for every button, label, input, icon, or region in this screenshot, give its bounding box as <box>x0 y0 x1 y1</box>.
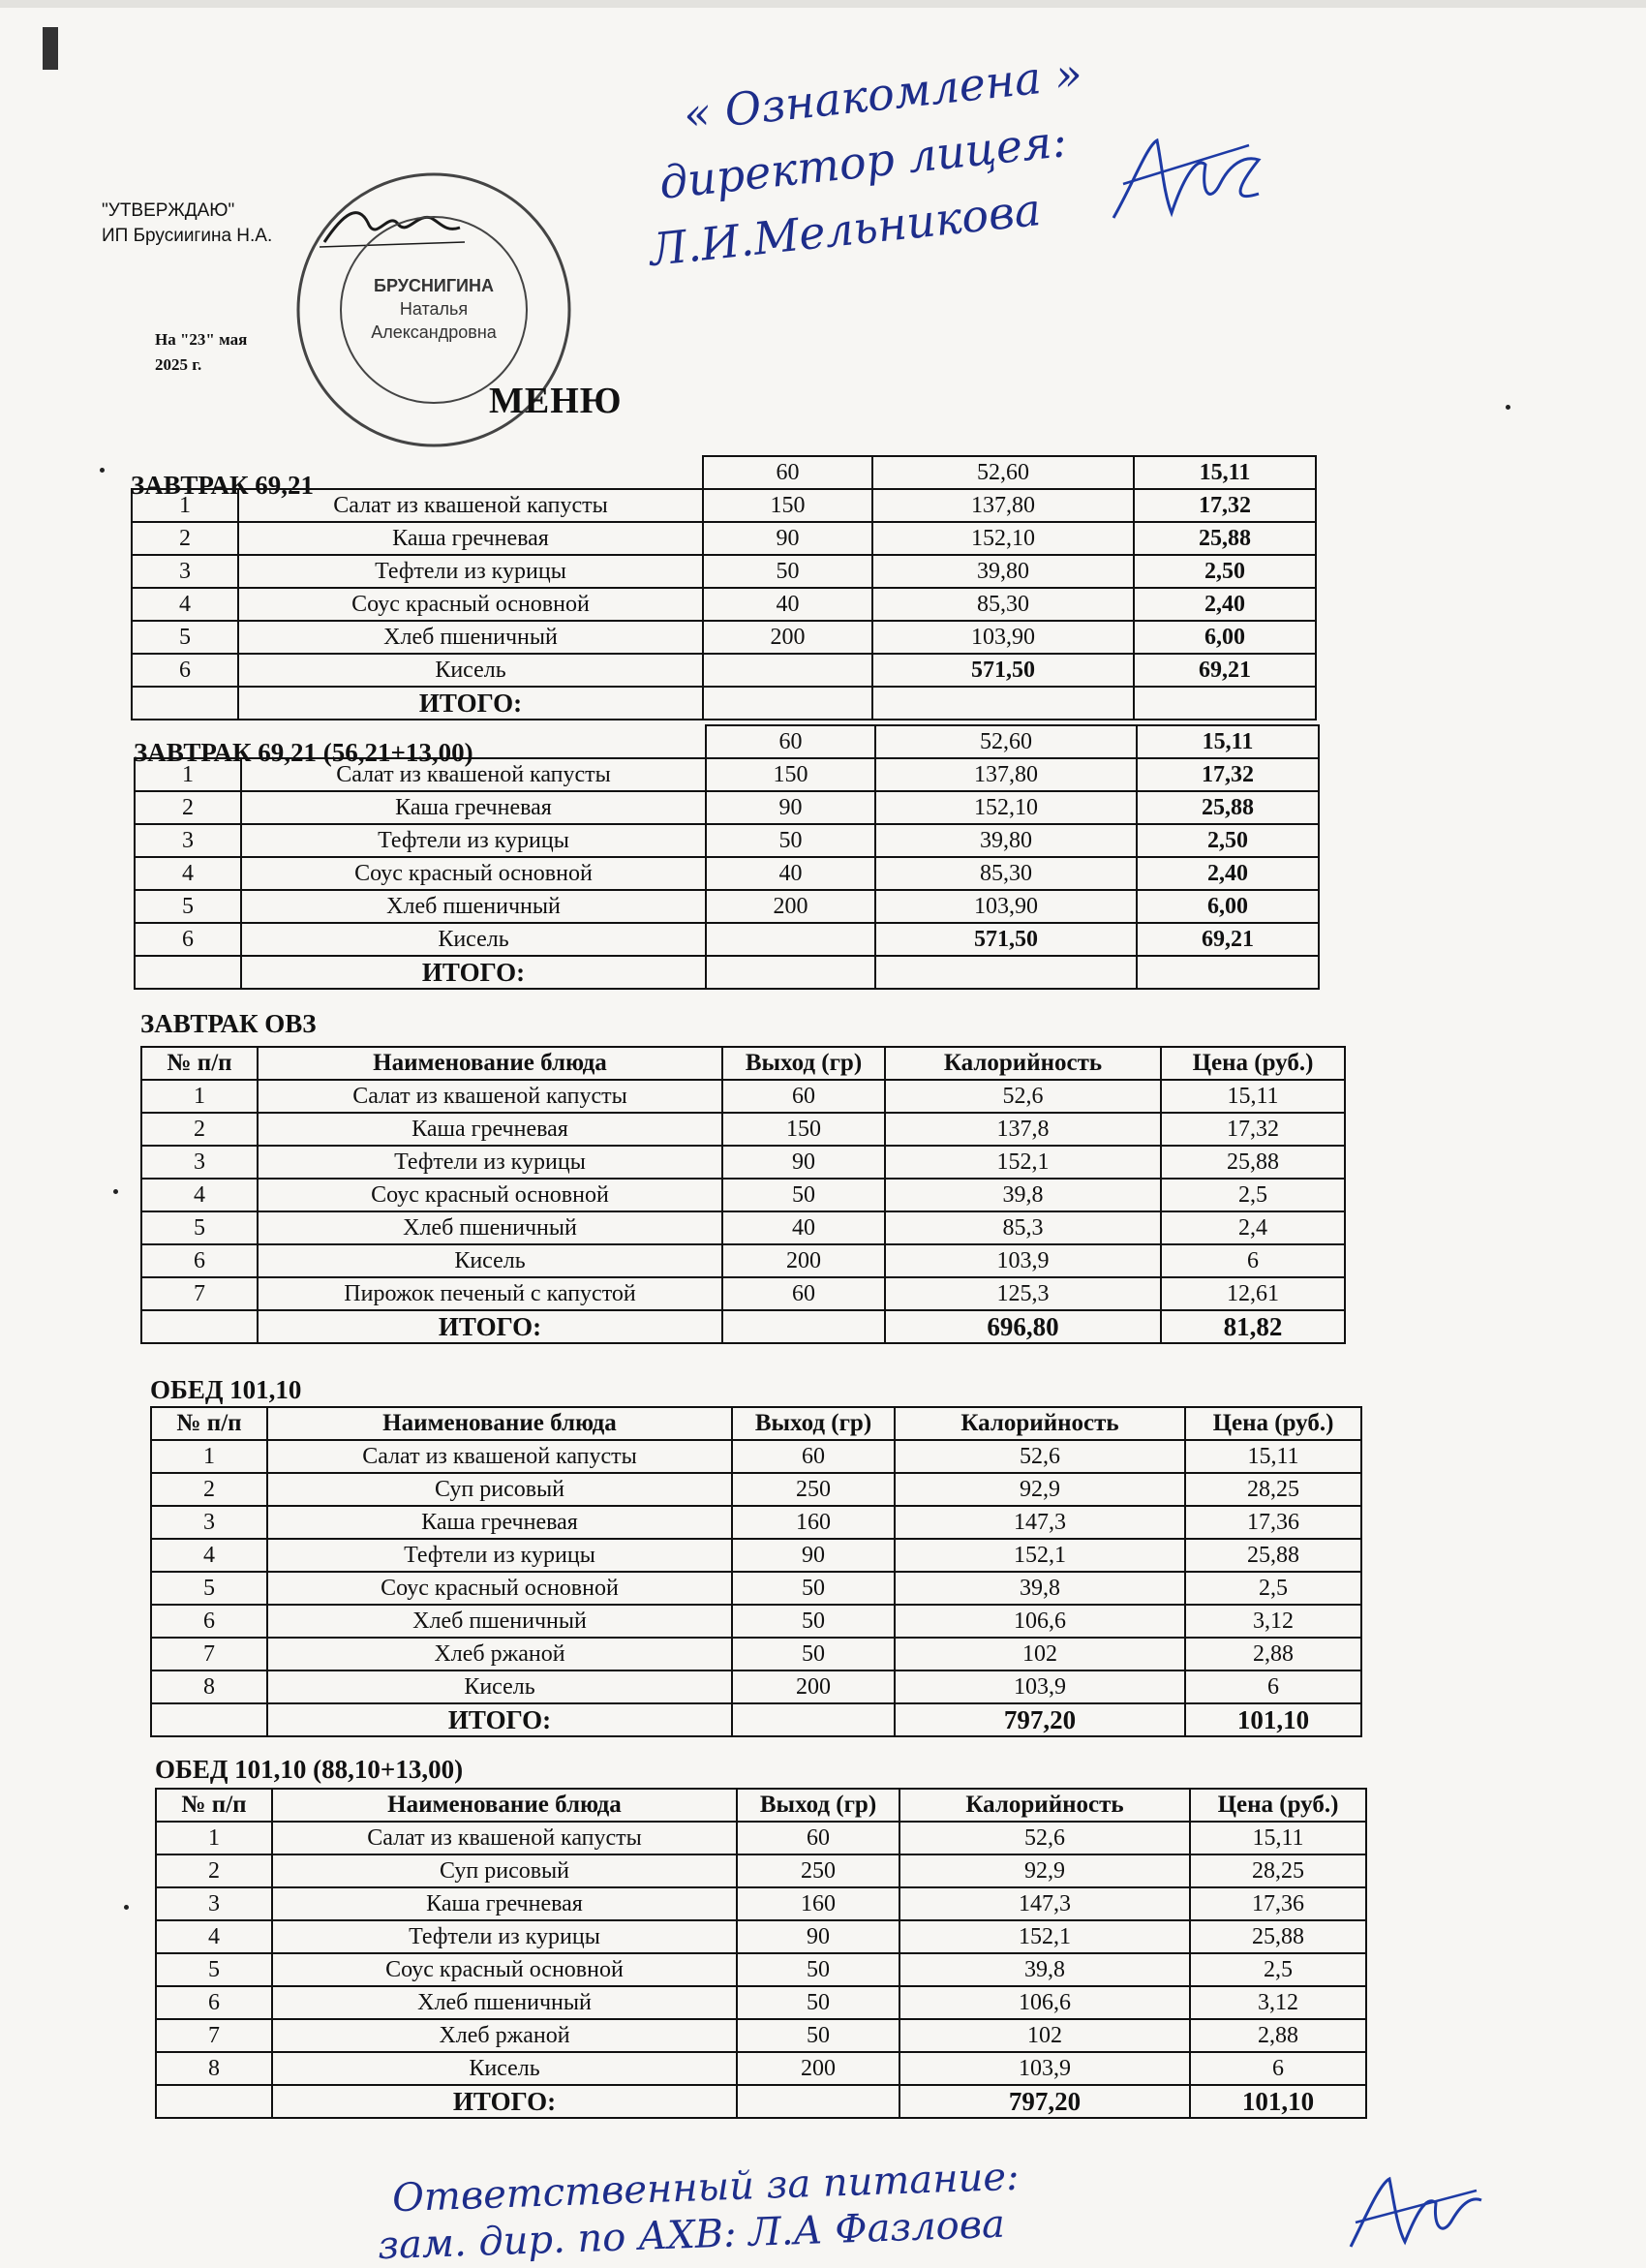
dish-name: Хлеб пшеничный <box>272 1986 737 2019</box>
title-cell <box>132 456 703 489</box>
table-cell: 85,30 <box>875 857 1137 890</box>
table-cell: 152,1 <box>899 1920 1190 1953</box>
table-cell: 25,88 <box>1185 1539 1361 1572</box>
table-row <box>151 1473 1361 1506</box>
dish-name: Хлеб пшеничный <box>267 1605 732 1638</box>
table-row <box>132 555 1316 588</box>
total-calories: 797,20 <box>895 1703 1185 1736</box>
table-row <box>156 2019 1366 2052</box>
table-cell: 60 <box>722 1277 885 1310</box>
table-cell: 6 <box>132 654 238 687</box>
table-cell: 25,88 <box>1190 1920 1366 1953</box>
table-cell: 90 <box>722 1146 885 1179</box>
dish-name: Хлеб пшеничный <box>241 890 706 923</box>
table-cell: 85,3 <box>885 1211 1161 1244</box>
table-cell: 5 <box>151 1572 267 1605</box>
dish-name: Салат из квашеной капусты <box>241 758 706 791</box>
table-cell: 2,88 <box>1190 2019 1366 2052</box>
table-row <box>135 758 1319 791</box>
table-row <box>151 1638 1361 1670</box>
table-cell: 39,80 <box>872 555 1134 588</box>
table-cell: 103,90 <box>875 890 1137 923</box>
table-cell: 17,32 <box>1137 758 1319 791</box>
section-title: ЗАВТРАК ОВЗ <box>140 1009 317 1038</box>
dish-name: Тефтели из курицы <box>272 1920 737 1953</box>
menu-table <box>140 1046 1346 1344</box>
table-cell: 15,11 <box>1161 1080 1345 1113</box>
column-header: Выход (гр) <box>732 1407 895 1440</box>
table-cell: 1 <box>135 758 241 791</box>
table-cell: 90 <box>703 522 872 555</box>
table-cell: 15,11 <box>1190 1822 1366 1854</box>
table-cell: 106,6 <box>895 1605 1185 1638</box>
total-blank <box>737 2085 899 2118</box>
table-cell: 15,11 <box>1137 725 1319 758</box>
section-title: ЗАВТРАК 69,21 (56,21+13,00) <box>134 738 473 767</box>
table-row <box>135 923 1319 956</box>
table-cell: 92,9 <box>899 1854 1190 1887</box>
total-blank <box>722 1310 885 1343</box>
table-cell: 52,6 <box>895 1440 1185 1473</box>
table-cell: 3,12 <box>1185 1605 1361 1638</box>
column-header: Цена (руб.) <box>1185 1407 1361 1440</box>
table-cell: 50 <box>706 824 875 857</box>
table-cell: 50 <box>732 1572 895 1605</box>
total-calories: 797,20 <box>899 2085 1190 2118</box>
table-cell: 200 <box>732 1670 895 1703</box>
menu-table <box>131 455 1317 720</box>
dish-name: Каша гречневая <box>267 1506 732 1539</box>
table-row <box>141 1277 1345 1310</box>
responsible-note-line-1: Ответственный за питание: <box>391 2154 1021 2222</box>
dish-name: Каша гречневая <box>258 1113 722 1146</box>
table-row <box>156 1854 1366 1887</box>
table-cell: 147,3 <box>899 1887 1190 1920</box>
table-cell: 8 <box>156 2052 272 2085</box>
dish-name: Соус красный основной <box>272 1953 737 1986</box>
scan-speck <box>113 1189 118 1194</box>
table-row <box>141 1113 1345 1146</box>
table-cell: 125,3 <box>885 1277 1161 1310</box>
dish-name: Хлеб пшеничный <box>238 621 703 654</box>
dish-name: Соус красный основной <box>238 588 703 621</box>
table-cell: 52,6 <box>899 1822 1190 1854</box>
total-price: 101,10 <box>1190 2085 1366 2118</box>
total-blank <box>151 1703 267 1736</box>
table-cell: 39,8 <box>899 1953 1190 1986</box>
total-label: ИТОГО: <box>258 1310 722 1343</box>
dish-name: Соус красный основной <box>267 1572 732 1605</box>
header-row <box>151 1407 1361 1440</box>
menu-table <box>155 1788 1367 2119</box>
dish-name: Каша гречневая <box>241 791 706 824</box>
table-cell: 5 <box>135 890 241 923</box>
table-cell: 150 <box>703 489 872 522</box>
table-row <box>135 824 1319 857</box>
table-cell <box>706 923 875 956</box>
table-row <box>151 1572 1361 1605</box>
table-row <box>156 1953 1366 1986</box>
handwritten-note-line-1: « Ознакомлена » <box>681 46 1085 141</box>
table-cell: 137,80 <box>875 758 1137 791</box>
table-row <box>141 1146 1345 1179</box>
table-cell: 102 <box>899 2019 1190 2052</box>
table-cell: 39,80 <box>875 824 1137 857</box>
table-cell: 6 <box>1190 2052 1366 2085</box>
table-cell: 152,1 <box>895 1539 1185 1572</box>
table-cell: 28,25 <box>1185 1473 1361 1506</box>
table-cell: 2 <box>135 791 241 824</box>
table-row <box>132 522 1316 555</box>
table-cell: 103,9 <box>895 1670 1185 1703</box>
table-cell <box>703 654 872 687</box>
table-cell: 106,6 <box>899 1986 1190 2019</box>
total-label: ИТОГО: <box>272 2085 737 2118</box>
table-cell: 4 <box>132 588 238 621</box>
dish-name: Хлеб пшеничный <box>258 1211 722 1244</box>
table-row <box>132 456 1316 489</box>
scan-mark <box>43 27 58 70</box>
menu-table <box>150 1406 1362 1737</box>
table-cell: 103,9 <box>885 1244 1161 1277</box>
table-cell: 137,80 <box>872 489 1134 522</box>
total-blank <box>141 1310 258 1343</box>
total-price: 81,82 <box>1161 1310 1345 1343</box>
dish-name: Суп рисовый <box>272 1854 737 1887</box>
column-header: Выход (гр) <box>737 1789 899 1822</box>
table-row <box>156 1986 1366 2019</box>
table-cell: 103,90 <box>872 621 1134 654</box>
table-cell: 50 <box>737 1953 899 1986</box>
dish-name: Тефтели из курицы <box>258 1146 722 1179</box>
table-cell: 1 <box>141 1080 258 1113</box>
table-row <box>141 1244 1345 1277</box>
stamp-line-1: БРУСНИГИНА <box>374 276 494 295</box>
table-cell: 3 <box>135 824 241 857</box>
table-row <box>141 1080 1345 1113</box>
column-header: № п/п <box>141 1047 258 1080</box>
table-cell: 200 <box>706 890 875 923</box>
table-cell: 4 <box>141 1179 258 1211</box>
table-row <box>151 1670 1361 1703</box>
table-row <box>151 1539 1361 1572</box>
table-row <box>132 654 1316 687</box>
table-cell: 6 <box>1185 1670 1361 1703</box>
table-cell: 160 <box>732 1506 895 1539</box>
table-cell: 25,88 <box>1137 791 1319 824</box>
table-cell: 103,9 <box>899 2052 1190 2085</box>
table-cell: 4 <box>156 1920 272 1953</box>
handwritten-note-line-3: Л.И.Мельникова <box>647 182 1044 277</box>
table-cell: 90 <box>706 791 875 824</box>
total-price: 101,10 <box>1185 1703 1361 1736</box>
total-label: ИТОГО: <box>238 687 703 720</box>
table-cell: 200 <box>722 1244 885 1277</box>
approval-name: ИП Брусиигина Н.А. <box>102 226 273 246</box>
scan-speck <box>1506 405 1510 410</box>
table-cell: 160 <box>737 1887 899 1920</box>
dish-name: Соус красный основной <box>258 1179 722 1211</box>
table-cell: 2,88 <box>1185 1638 1361 1670</box>
menu-table <box>134 724 1320 990</box>
dish-name: Хлеб ржаной <box>272 2019 737 2052</box>
table-cell: 50 <box>703 555 872 588</box>
table-cell: 28,25 <box>1190 1854 1366 1887</box>
table-cell: 50 <box>737 1986 899 2019</box>
table-cell: 50 <box>722 1179 885 1211</box>
table-cell: 4 <box>135 857 241 890</box>
table-cell: 25,88 <box>1134 522 1316 555</box>
table-cell: 50 <box>737 2019 899 2052</box>
column-header: Калорийность <box>895 1407 1185 1440</box>
table-cell: 6 <box>135 923 241 956</box>
table-cell: 50 <box>732 1605 895 1638</box>
column-header: Цена (руб.) <box>1190 1789 1366 1822</box>
total-blank <box>156 2085 272 2118</box>
table-row <box>151 1440 1361 1473</box>
table-cell: 2 <box>151 1473 267 1506</box>
stamp-line-2: Наталья <box>399 299 469 319</box>
table-cell: 50 <box>732 1638 895 1670</box>
table-cell: 60 <box>737 1822 899 1854</box>
table-cell: 6,00 <box>1134 621 1316 654</box>
table-cell: 17,32 <box>1161 1113 1345 1146</box>
table-cell: 4 <box>151 1539 267 1572</box>
table-cell: 2,5 <box>1161 1179 1345 1211</box>
table-cell: 150 <box>722 1113 885 1146</box>
table-cell: 152,10 <box>872 522 1134 555</box>
table-row <box>132 588 1316 621</box>
table-cell: 15,11 <box>1185 1440 1361 1473</box>
table-cell: 17,36 <box>1185 1506 1361 1539</box>
table-cell: 1 <box>151 1440 267 1473</box>
dish-name: Каша гречневая <box>272 1887 737 1920</box>
dish-name: Тефтели из курицы <box>267 1539 732 1572</box>
table-cell: 39,8 <box>895 1572 1185 1605</box>
table-cell: 6 <box>1161 1244 1345 1277</box>
column-header: Наименование блюда <box>272 1789 737 1822</box>
table-cell: 250 <box>737 1854 899 1887</box>
table-cell: 6,00 <box>1137 890 1319 923</box>
total-blank <box>706 956 875 989</box>
dish-name: Кисель <box>267 1670 732 1703</box>
table-cell: 3 <box>151 1506 267 1539</box>
table-cell: 250 <box>732 1473 895 1506</box>
header-row <box>156 1789 1366 1822</box>
dish-name: Соус красный основной <box>241 857 706 890</box>
table-cell: 6 <box>156 1986 272 2019</box>
total-blank <box>703 687 872 720</box>
total-blank <box>732 1703 895 1736</box>
table-cell: 3 <box>156 1887 272 1920</box>
table-cell: 15,11 <box>1134 456 1316 489</box>
table-cell: 2,5 <box>1185 1572 1361 1605</box>
table-cell: 92,9 <box>895 1473 1185 1506</box>
table-cell: 1 <box>156 1822 272 1854</box>
table-cell: 52,60 <box>872 456 1134 489</box>
total-row <box>156 2085 1366 2118</box>
table-cell: 85,30 <box>872 588 1134 621</box>
total-blank <box>1137 956 1319 989</box>
title-cell <box>135 725 706 758</box>
total-blank <box>872 687 1134 720</box>
dish-name: Каша гречневая <box>238 522 703 555</box>
table-cell: 2,5 <box>1190 1953 1366 1986</box>
total-row <box>141 1310 1345 1343</box>
table-cell: 2,40 <box>1137 857 1319 890</box>
table-cell: 2,50 <box>1137 824 1319 857</box>
total-blank <box>875 956 1137 989</box>
total-label: ИТОГО: <box>241 956 706 989</box>
table-cell: 200 <box>703 621 872 654</box>
table-cell: 150 <box>706 758 875 791</box>
table-cell: 40 <box>722 1211 885 1244</box>
table-cell: 137,8 <box>885 1113 1161 1146</box>
table-cell: 90 <box>732 1539 895 1572</box>
table-row <box>135 725 1319 758</box>
approval-block <box>102 199 273 374</box>
column-header: Калорийность <box>885 1047 1161 1080</box>
table-cell: 147,3 <box>895 1506 1185 1539</box>
table-cell: 52,6 <box>885 1080 1161 1113</box>
table-cell: 40 <box>703 588 872 621</box>
table-cell: 1 <box>132 489 238 522</box>
dish-name: Кисель <box>241 923 706 956</box>
table-row <box>156 2052 1366 2085</box>
table-cell: 2 <box>156 1854 272 1887</box>
column-header: Выход (гр) <box>722 1047 885 1080</box>
table-cell: 2 <box>141 1113 258 1146</box>
section-title: ОБЕД 101,10 <box>150 1375 302 1404</box>
table-cell: 12,61 <box>1161 1277 1345 1310</box>
table-cell: 69,21 <box>1134 654 1316 687</box>
responsible-note-line-2: зам. дир. по АХВ: Л.А Фазлова <box>377 2201 1006 2268</box>
dish-name: Салат из квашеной капусты <box>267 1440 732 1473</box>
scan-edge <box>0 0 1646 8</box>
dish-name: Кисель <box>258 1244 722 1277</box>
table-cell: 6 <box>141 1244 258 1277</box>
table-cell: 60 <box>706 725 875 758</box>
dish-name: Салат из квашеной капусты <box>258 1080 722 1113</box>
table-cell: 571,50 <box>875 923 1137 956</box>
dish-name: Хлеб ржаной <box>267 1638 732 1670</box>
column-header: № п/п <box>151 1407 267 1440</box>
scan-speck <box>100 468 105 473</box>
table-cell: 17,32 <box>1134 489 1316 522</box>
total-calories: 696,80 <box>885 1310 1161 1343</box>
table-cell: 60 <box>732 1440 895 1473</box>
table-row <box>156 1920 1366 1953</box>
dish-name: Салат из квашеной капусты <box>238 489 703 522</box>
table-row <box>135 791 1319 824</box>
dish-name: Кисель <box>272 2052 737 2085</box>
table-cell: 69,21 <box>1137 923 1319 956</box>
table-cell: 2,50 <box>1134 555 1316 588</box>
page-title: МЕНЮ <box>489 381 623 421</box>
table-cell: 7 <box>151 1638 267 1670</box>
table-row <box>156 1887 1366 1920</box>
approval-heading: "УТВЕРЖДАЮ" <box>102 200 235 221</box>
table-cell: 40 <box>706 857 875 890</box>
total-blank <box>132 687 238 720</box>
stamp-line-3: Александровна <box>371 322 497 342</box>
section-title: ОБЕД 101,10 (88,10+13,00) <box>155 1755 464 1784</box>
handwritten-note-line-2: директор лицея: <box>656 114 1070 209</box>
table-cell: 2,4 <box>1161 1211 1345 1244</box>
dish-name: Пирожок печеный с капустой <box>258 1277 722 1310</box>
column-header: Наименование блюда <box>267 1407 732 1440</box>
table-row <box>132 489 1316 522</box>
table-row <box>135 890 1319 923</box>
table-cell: 3 <box>132 555 238 588</box>
column-header: Цена (руб.) <box>1161 1047 1345 1080</box>
scan-speck <box>124 1905 129 1910</box>
table-row <box>151 1605 1361 1638</box>
table-cell: 2,40 <box>1134 588 1316 621</box>
table-cell: 102 <box>895 1638 1185 1670</box>
table-cell: 39,8 <box>885 1179 1161 1211</box>
total-blank <box>135 956 241 989</box>
total-label: ИТОГО: <box>267 1703 732 1736</box>
table-cell: 5 <box>156 1953 272 1986</box>
table-cell: 152,1 <box>885 1146 1161 1179</box>
approval-date: На "23" мая 2025 г. <box>155 330 248 374</box>
column-header: № п/п <box>156 1789 272 1822</box>
column-header: Наименование блюда <box>258 1047 722 1080</box>
table-row <box>132 621 1316 654</box>
table-cell: 52,60 <box>875 725 1137 758</box>
table-cell: 60 <box>722 1080 885 1113</box>
dish-name: Суп рисовый <box>267 1473 732 1506</box>
table-cell: 8 <box>151 1670 267 1703</box>
table-cell: 571,50 <box>872 654 1134 687</box>
dish-name: Кисель <box>238 654 703 687</box>
table-cell: 6 <box>151 1605 267 1638</box>
table-cell: 5 <box>132 621 238 654</box>
responsible-signature <box>1341 2169 1486 2256</box>
table-cell: 3 <box>141 1146 258 1179</box>
column-header: Калорийность <box>899 1789 1190 1822</box>
total-row <box>135 956 1319 989</box>
table-cell: 7 <box>156 2019 272 2052</box>
table-row <box>135 857 1319 890</box>
table-row <box>141 1211 1345 1244</box>
table-cell: 3,12 <box>1190 1986 1366 2019</box>
total-row <box>151 1703 1361 1736</box>
dish-name: Салат из квашеной капусты <box>272 1822 737 1854</box>
table-cell: 5 <box>141 1211 258 1244</box>
table-cell: 25,88 <box>1161 1146 1345 1179</box>
table-row <box>156 1822 1366 1854</box>
table-cell: 60 <box>703 456 872 489</box>
table-row <box>141 1179 1345 1211</box>
section-title: ЗАВТРАК 69,21 <box>131 471 315 500</box>
total-blank <box>1134 687 1316 720</box>
header-row <box>141 1047 1345 1080</box>
dish-name: Тефтели из курицы <box>238 555 703 588</box>
table-cell: 90 <box>737 1920 899 1953</box>
dish-name: Тефтели из курицы <box>241 824 706 857</box>
total-row <box>132 687 1316 720</box>
director-signature <box>1104 126 1268 232</box>
table-row <box>151 1506 1361 1539</box>
table-cell: 200 <box>737 2052 899 2085</box>
table-cell: 152,10 <box>875 791 1137 824</box>
table-cell: 2 <box>132 522 238 555</box>
table-cell: 7 <box>141 1277 258 1310</box>
table-cell: 17,36 <box>1190 1887 1366 1920</box>
